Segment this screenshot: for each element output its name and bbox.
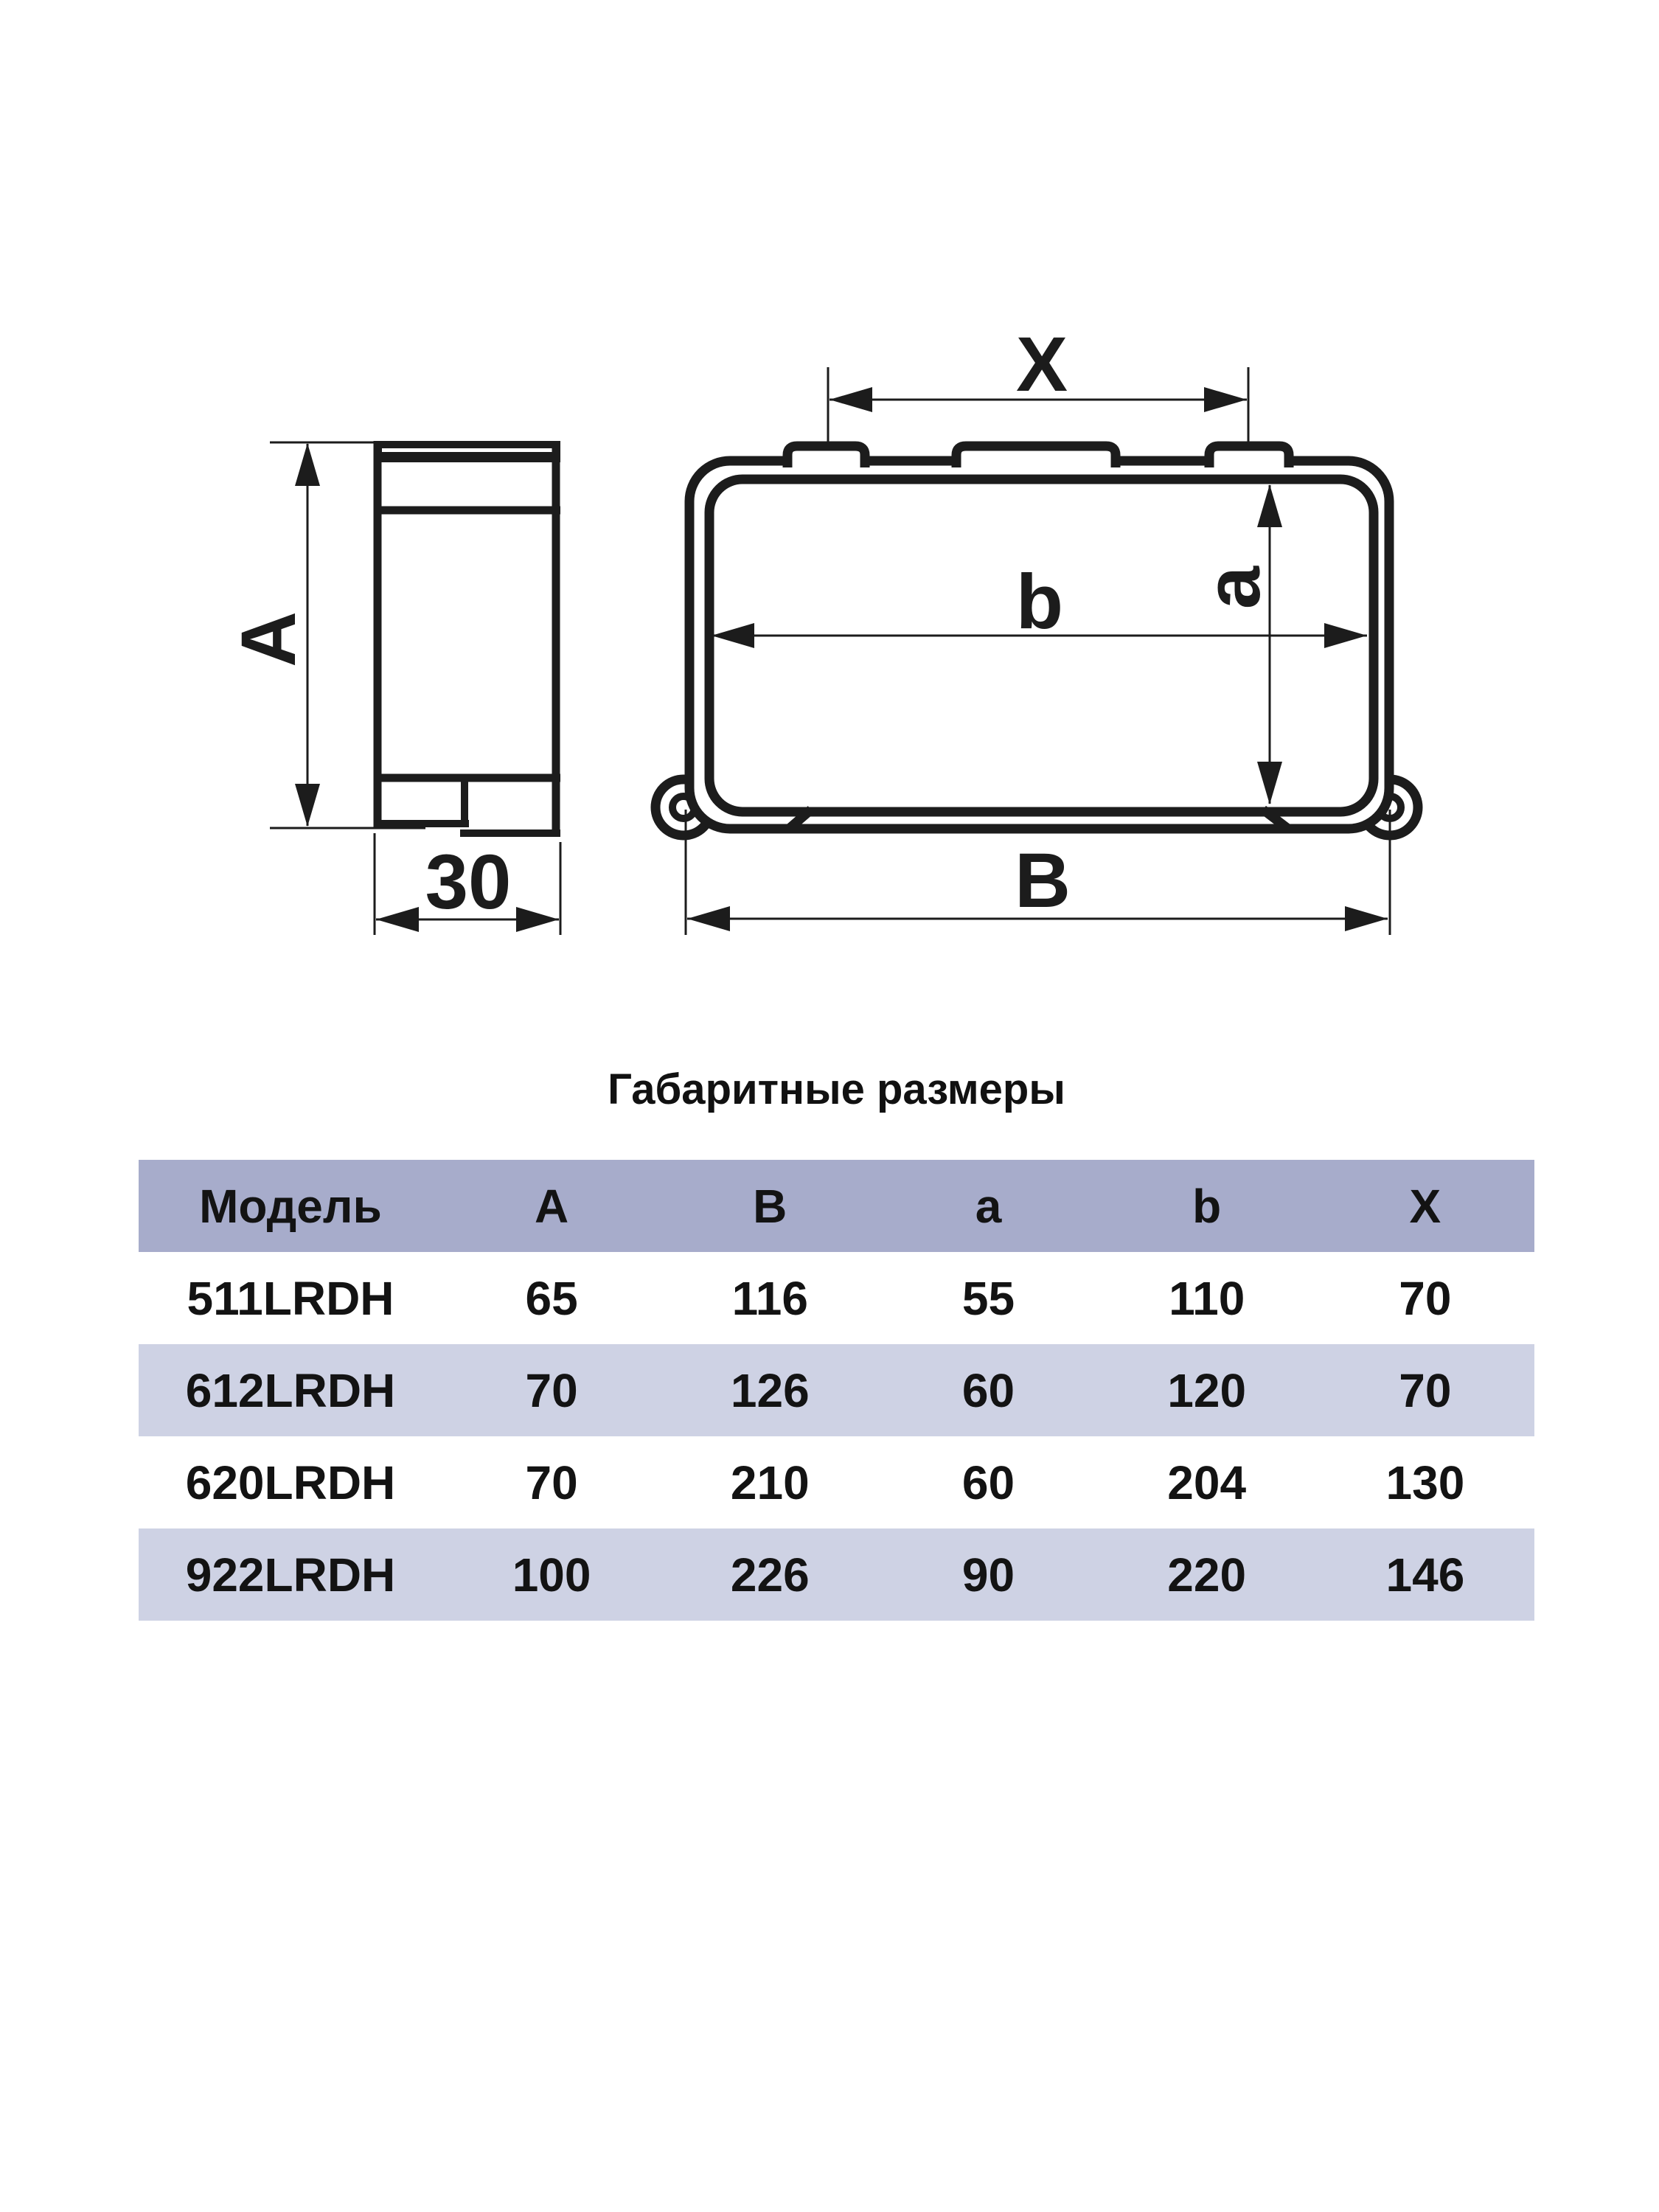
value-X: 70 [1399, 1363, 1452, 1417]
table-row [139, 1528, 1534, 1621]
value-B: 210 [730, 1455, 810, 1509]
col-header-model: Модель [199, 1179, 382, 1233]
value-b: 220 [1167, 1548, 1247, 1601]
table-row [139, 1252, 1534, 1344]
value-a: 60 [961, 1363, 1015, 1417]
model-name: 511LRDH [187, 1271, 394, 1325]
value-A: 70 [525, 1455, 578, 1509]
label-30: 30 [425, 839, 512, 925]
col-header-B: B [753, 1179, 787, 1233]
label-B: B [1015, 838, 1071, 924]
value-B: 126 [730, 1363, 810, 1417]
value-A: 70 [525, 1363, 578, 1417]
value-B: 226 [730, 1548, 810, 1601]
label-X: X [1015, 321, 1068, 408]
dimensions-table [139, 1160, 1534, 1621]
value-B: 116 [731, 1271, 808, 1325]
value-X: 130 [1385, 1455, 1465, 1509]
top-tab-1 [787, 446, 865, 467]
model-name: 612LRDH [185, 1363, 396, 1417]
col-header-b: b [1192, 1179, 1222, 1233]
label-b: b [1015, 559, 1064, 645]
table-title: Габаритные размеры [608, 1065, 1065, 1113]
value-a: 60 [961, 1455, 1015, 1509]
value-a: 90 [961, 1548, 1015, 1601]
label-a: a [1190, 566, 1276, 610]
value-b: 204 [1167, 1455, 1247, 1509]
value-a: 55 [961, 1271, 1015, 1325]
value-b: 110 [1169, 1271, 1245, 1325]
value-X: 146 [1385, 1548, 1465, 1601]
value-b: 120 [1167, 1363, 1247, 1417]
table-header-row [139, 1160, 1534, 1252]
value-A: 65 [525, 1271, 578, 1325]
table-row [139, 1344, 1534, 1436]
value-A: 100 [512, 1548, 591, 1601]
model-name: 620LRDH [185, 1455, 396, 1509]
col-header-a: a [975, 1179, 1002, 1233]
label-A: A [226, 611, 312, 667]
technical-drawing [0, 0, 1659, 995]
model-name: 922LRDH [185, 1548, 396, 1601]
col-header-X: X [1409, 1179, 1441, 1233]
side-view [374, 441, 560, 837]
table-row [139, 1436, 1534, 1528]
top-tab-2 [956, 446, 1116, 467]
col-header-A: A [534, 1179, 569, 1233]
value-X: 70 [1399, 1271, 1452, 1325]
top-tab-3 [1209, 446, 1289, 467]
